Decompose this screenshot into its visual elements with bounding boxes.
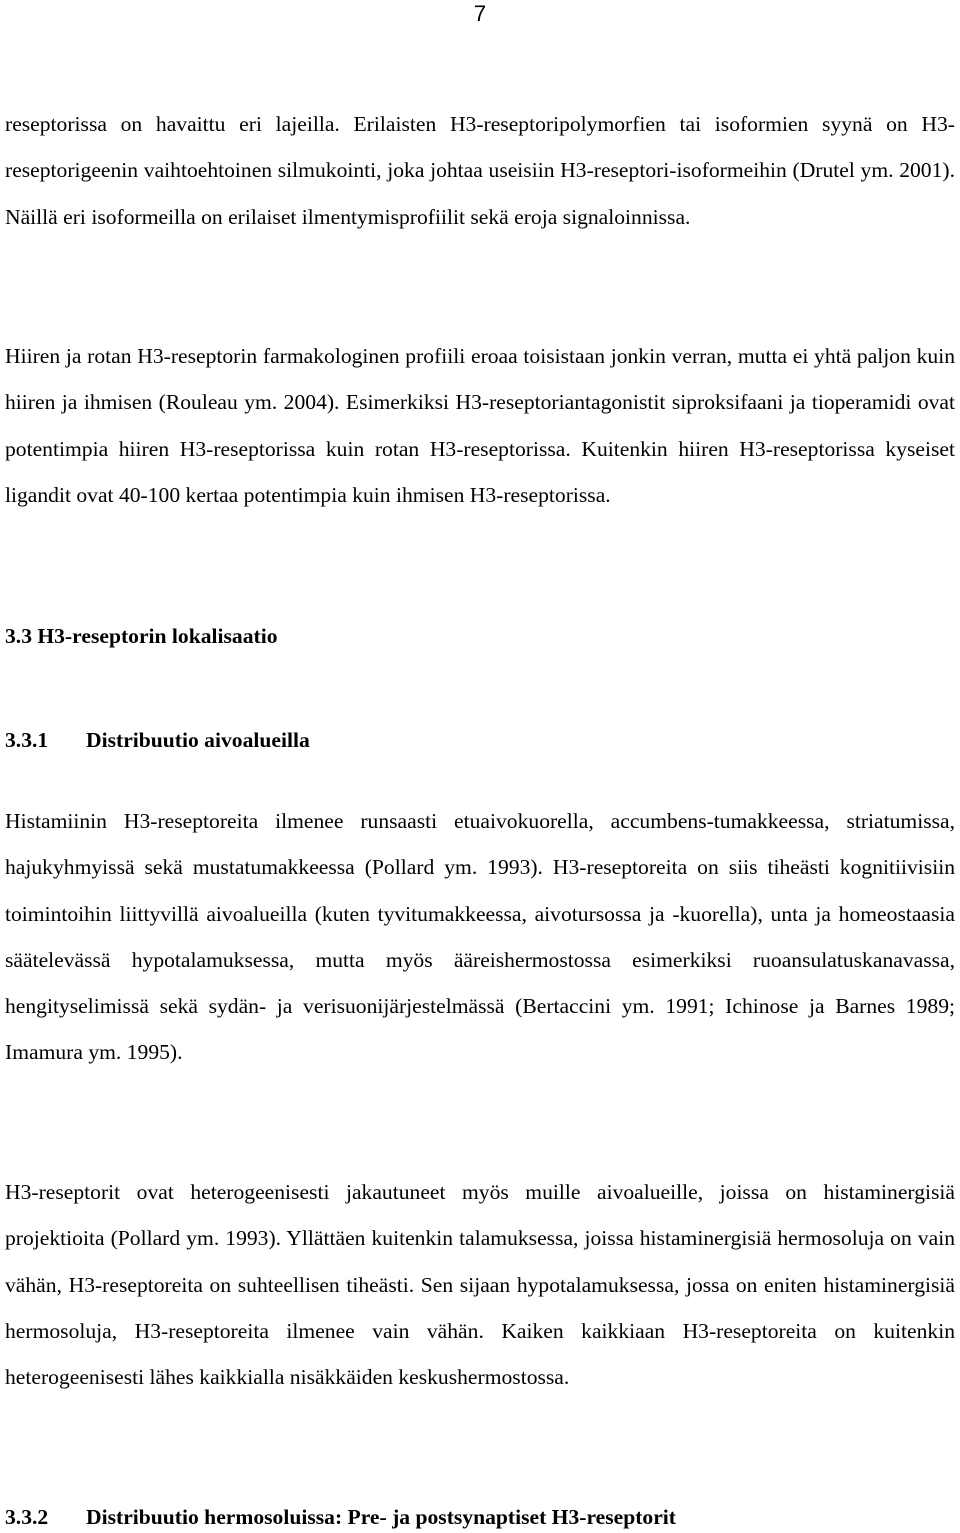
section-heading: 3.3 H3-reseptorin lokalisaatio: [5, 624, 278, 648]
paragraph-brain-distribution: Histamiinin H3-reseptoreita ilmenee runsaasti etuaivokuorella, accumbens-tumakkeessa, striatumissa, hajukyhmyissä sekä mustatumakkeessa (Pollard ym. 1993). H3-reseptoreita on siis tiheästi kognitiivisiin toimintoihin liittyvillä aivoalueilla (kuten tyvitumakkeessa, aivotursossa ja -kuorella), unta ja homeostaasia säätelevässä hypotalamuksessa, mutta myös ääreishermostossa esimerkiksi ruoansulatuskanavassa, hengityselimissä sekä sydän- ja verisuonijärjestelmässä (Bertaccini ym. 1991; Ichinose ja Barnes 1989; Imamura ym. 1995).: [5, 809, 955, 1065]
paragraph-species-pharmacology: Hiiren ja rotan H3-reseptorin farmakologinen profiili eroaa toisistaan jonkin verran, mutta ei yhtä paljon kuin hiiren ja ihmisen (Rouleau ym. 2004). Esimerkiksi H3-reseptoriantagonistit siproksifaani ja tioperamidi ovat potentimpia hiiren H3-reseptorissa kuin rotan H3-reseptorissa. Kuitenkin hiiren H3-reseptorissa kyseiset ligandit ovat 40-100 kertaa potentimpia kuin ihmisen H3-reseptorissa.: [5, 344, 955, 507]
paragraph-heterogeneous-distribution: H3-reseptorit ovat heterogeenisesti jakautuneet myös muille aivoalueille, joissa on histaminergisiä projektioita (Pollard ym. 1993). Yllättäen kuitenkin talamuksessa, joissa histaminergisiä hermosoluja on vain vähän, H3-reseptoreita on suhteellisen tiheästi. Sen sijaan hypotalamuksessa, jossa on eniten histaminergisiä hermosoluja, H3-reseptoreita ilmenee vain vähän. Kaiken kaikkiaan H3-reseptoreita on kuitenkin heterogeenisesti lähes kaikkialla nisäkkäiden keskushermostossa.: [5, 1180, 955, 1390]
subsection-number: 3.3.2: [5, 1505, 49, 1529]
paragraph-isoforms: reseptorissa on havaittu eri lajeilla. Erilaisten H3-reseptoripolymorfien tai isoformien syynä on H3-reseptorigeenin vaihtoehtoinen silmukointi, joka johtaa useisiin H3-reseptori-isoformeihin (Drutel ym. 2001). Näillä eri isoformeilla on erilaiset ilmentymisprofiilit sekä eroja signaloinnissa.: [5, 112, 955, 229]
subsection-title: Distribuutio hermosoluissa: Pre- ja postsynaptiset H3-reseptorit: [86, 1505, 677, 1529]
subsection-heading-2: [5, 1503, 676, 1531]
subsection-heading-1: [5, 726, 310, 754]
page-number: 7: [473, 1, 487, 26]
subsection-number: 3.3.1: [5, 728, 49, 752]
subsection-title: Distribuutio aivoalueilla: [86, 728, 310, 752]
